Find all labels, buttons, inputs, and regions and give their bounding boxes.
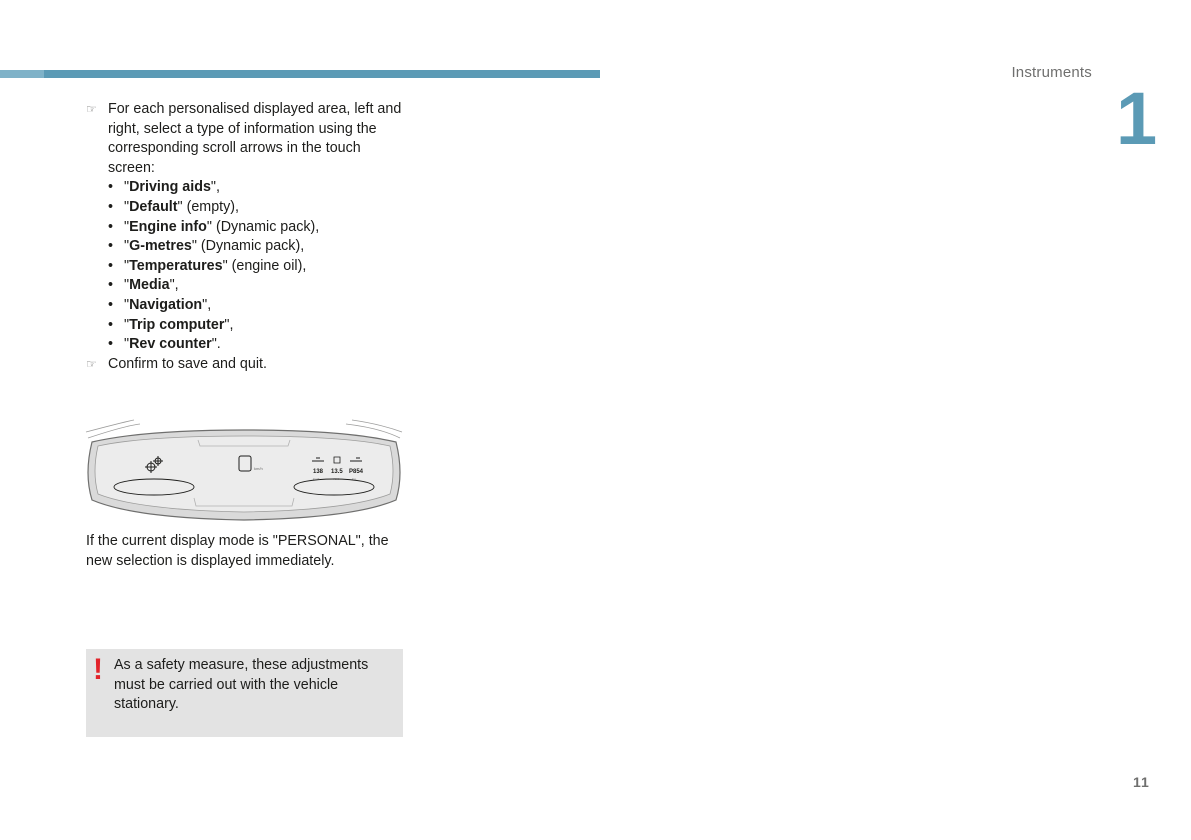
speed-unit: km/h — [254, 466, 263, 471]
pointing-hand-icon: ☞ — [86, 102, 97, 116]
safety-warning-box — [86, 649, 403, 737]
header-accent-notch — [0, 70, 44, 78]
bullet-icon: • — [108, 198, 114, 215]
step-text: For each personalised displayed area, left and right, select a type of information using the corresponding scroll arrows in the touch screen: — [108, 101, 402, 176]
step-text: Confirm to save and quit. — [108, 355, 267, 372]
personal-mode-note: If the current display mode is "PERSONAL", the new selection is displayed immediately. — [86, 533, 389, 569]
chapter-number: 1 — [1116, 77, 1158, 160]
trip-unit: km — [352, 477, 356, 481]
header-accent-bar — [0, 70, 600, 78]
list-item: • "Trip computer", — [108, 316, 406, 336]
instructions — [86, 100, 406, 374]
list-item: • "Rev counter". — [108, 335, 406, 355]
page-number: 11 — [1133, 774, 1150, 790]
list-item: • "G-metres" (Dynamic pack), — [108, 237, 406, 257]
trip-value: P854 — [349, 469, 364, 475]
bullet-icon: • — [108, 218, 114, 235]
list-item: • "Temperatures" (engine oil), — [108, 257, 406, 277]
list-item: • "Navigation", — [108, 296, 406, 316]
list-item: • "Driving aids", — [108, 178, 406, 198]
bullet-icon: • — [108, 296, 114, 313]
bullet-icon: • — [108, 336, 114, 353]
pointing-hand-icon: ☞ — [86, 356, 97, 371]
trip-value: 13.5 — [331, 469, 343, 475]
trip-unit: km/h — [313, 477, 320, 481]
step-select-info — [86, 100, 406, 178]
list-item: • "Media", — [108, 276, 406, 296]
bullet-icon: • — [108, 179, 114, 196]
trip-value: 138 — [313, 469, 324, 475]
list-item: • "Engine info" (Dynamic pack), — [108, 218, 406, 238]
option-list — [86, 178, 406, 354]
bullet-icon: • — [108, 316, 114, 333]
bullet-icon: • — [108, 257, 114, 274]
trip-unit: l/100 — [333, 477, 340, 481]
bullet-icon: • — [108, 277, 114, 294]
step-confirm — [86, 355, 406, 375]
instrument-cluster-illustration — [84, 414, 404, 524]
bullet-icon: • — [108, 238, 114, 255]
section-title: Instruments — [1011, 64, 1092, 81]
warning-text: As a safety measure, these adjustments must be carried out with the vehicle stationary. — [114, 657, 369, 713]
warning-icon: ! — [93, 653, 103, 686]
list-item: • "Default" (empty), — [108, 198, 406, 218]
